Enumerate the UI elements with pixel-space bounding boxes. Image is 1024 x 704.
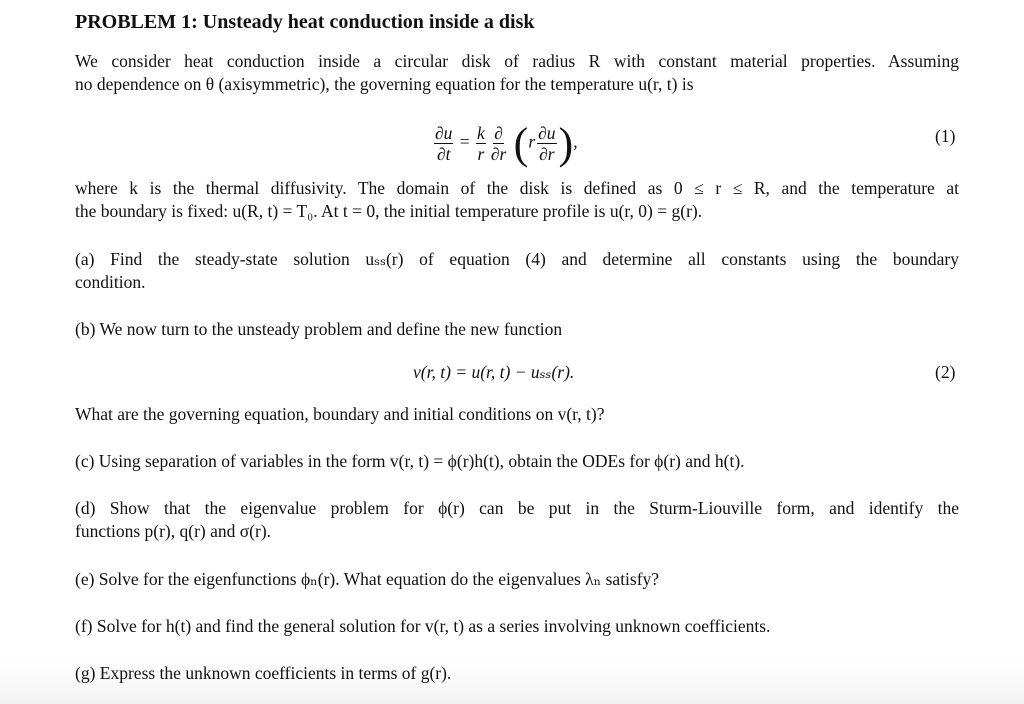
- eq1-equals: =: [459, 131, 470, 152]
- eq1-d-num: ∂: [494, 123, 503, 143]
- part-d-line-2: functions p(r), q(r) and σ(r).: [75, 521, 272, 541]
- part-b-question: What are the governing equation, boundary and initial conditions on v(r, t)?: [75, 404, 605, 424]
- eq1-in-num: ∂u: [538, 123, 556, 143]
- eq1-lhs-num: ∂u: [435, 123, 453, 143]
- equation-1-number: (1): [935, 126, 956, 146]
- eq1-inner-r: r: [528, 131, 536, 152]
- part-g: (g) Express the unknown coefficients in terms of g(r).: [75, 663, 452, 683]
- part-e: (e) Solve for the eigenfunctions ϕₙ(r). What equation do the eigenvalues λₙ satisfy?: [75, 569, 660, 589]
- part-d-line-1: (d) Show that the eigenvalue problem for ϕ(r) can be put in the Sturm-Liouville form, and identify the: [75, 498, 959, 518]
- part-a-line-1: (a) Find the steady-state solution uₛₛ(r) of equation (4) and determine all constants using the boundary: [75, 249, 959, 269]
- eq1-r: r: [477, 144, 485, 164]
- eq1-comma: ,: [573, 131, 578, 152]
- problem-title: PROBLEM 1: Unsteady heat conduction inside a disk: [75, 11, 535, 33]
- part-f: (f) Solve for h(t) and find the general solution for v(r, t) as a series involving unknown coefficients.: [75, 616, 771, 636]
- intro-line-1: We consider heat conduction inside a circular disk of radius R with constant material properties. Assuming: [75, 51, 959, 71]
- equation-2: v(r, t) = u(r, t) − uₛₛ(r).: [413, 362, 575, 382]
- eq1-in-den: ∂r: [539, 144, 555, 164]
- intro-line-2: no dependence on θ (axisymmetric), the governing equation for the temperature u(r, t) is: [75, 74, 694, 94]
- part-b: (b) We now turn to the unsteady problem and define the new function: [75, 319, 563, 339]
- after-eq1-line-2: the boundary is fixed: u(R, t) = T₀. At t = 0, the initial temperature profile is u(r, 0) = g(r).: [75, 201, 703, 221]
- eq1-lhs-den: ∂t: [436, 144, 451, 164]
- equation-1: [432, 118, 578, 169]
- eq1-k: k: [477, 123, 485, 143]
- part-a-line-2: condition.: [75, 272, 146, 292]
- eq1-d-den: ∂r: [490, 144, 507, 164]
- after-eq1-line-1: where k is the thermal diffusivity. The domain of the disk is defined as 0 ≤ r ≤ R, and the temperature at: [75, 178, 959, 198]
- equation-2-number: (2): [935, 362, 956, 382]
- eq1-rparen: ): [558, 119, 574, 168]
- part-c: (c) Using separation of variables in the form v(r, t) = ϕ(r)h(t), obtain the ODEs for ϕ(r) and h(t).: [75, 451, 745, 471]
- eq1-lparen: (: [513, 119, 529, 168]
